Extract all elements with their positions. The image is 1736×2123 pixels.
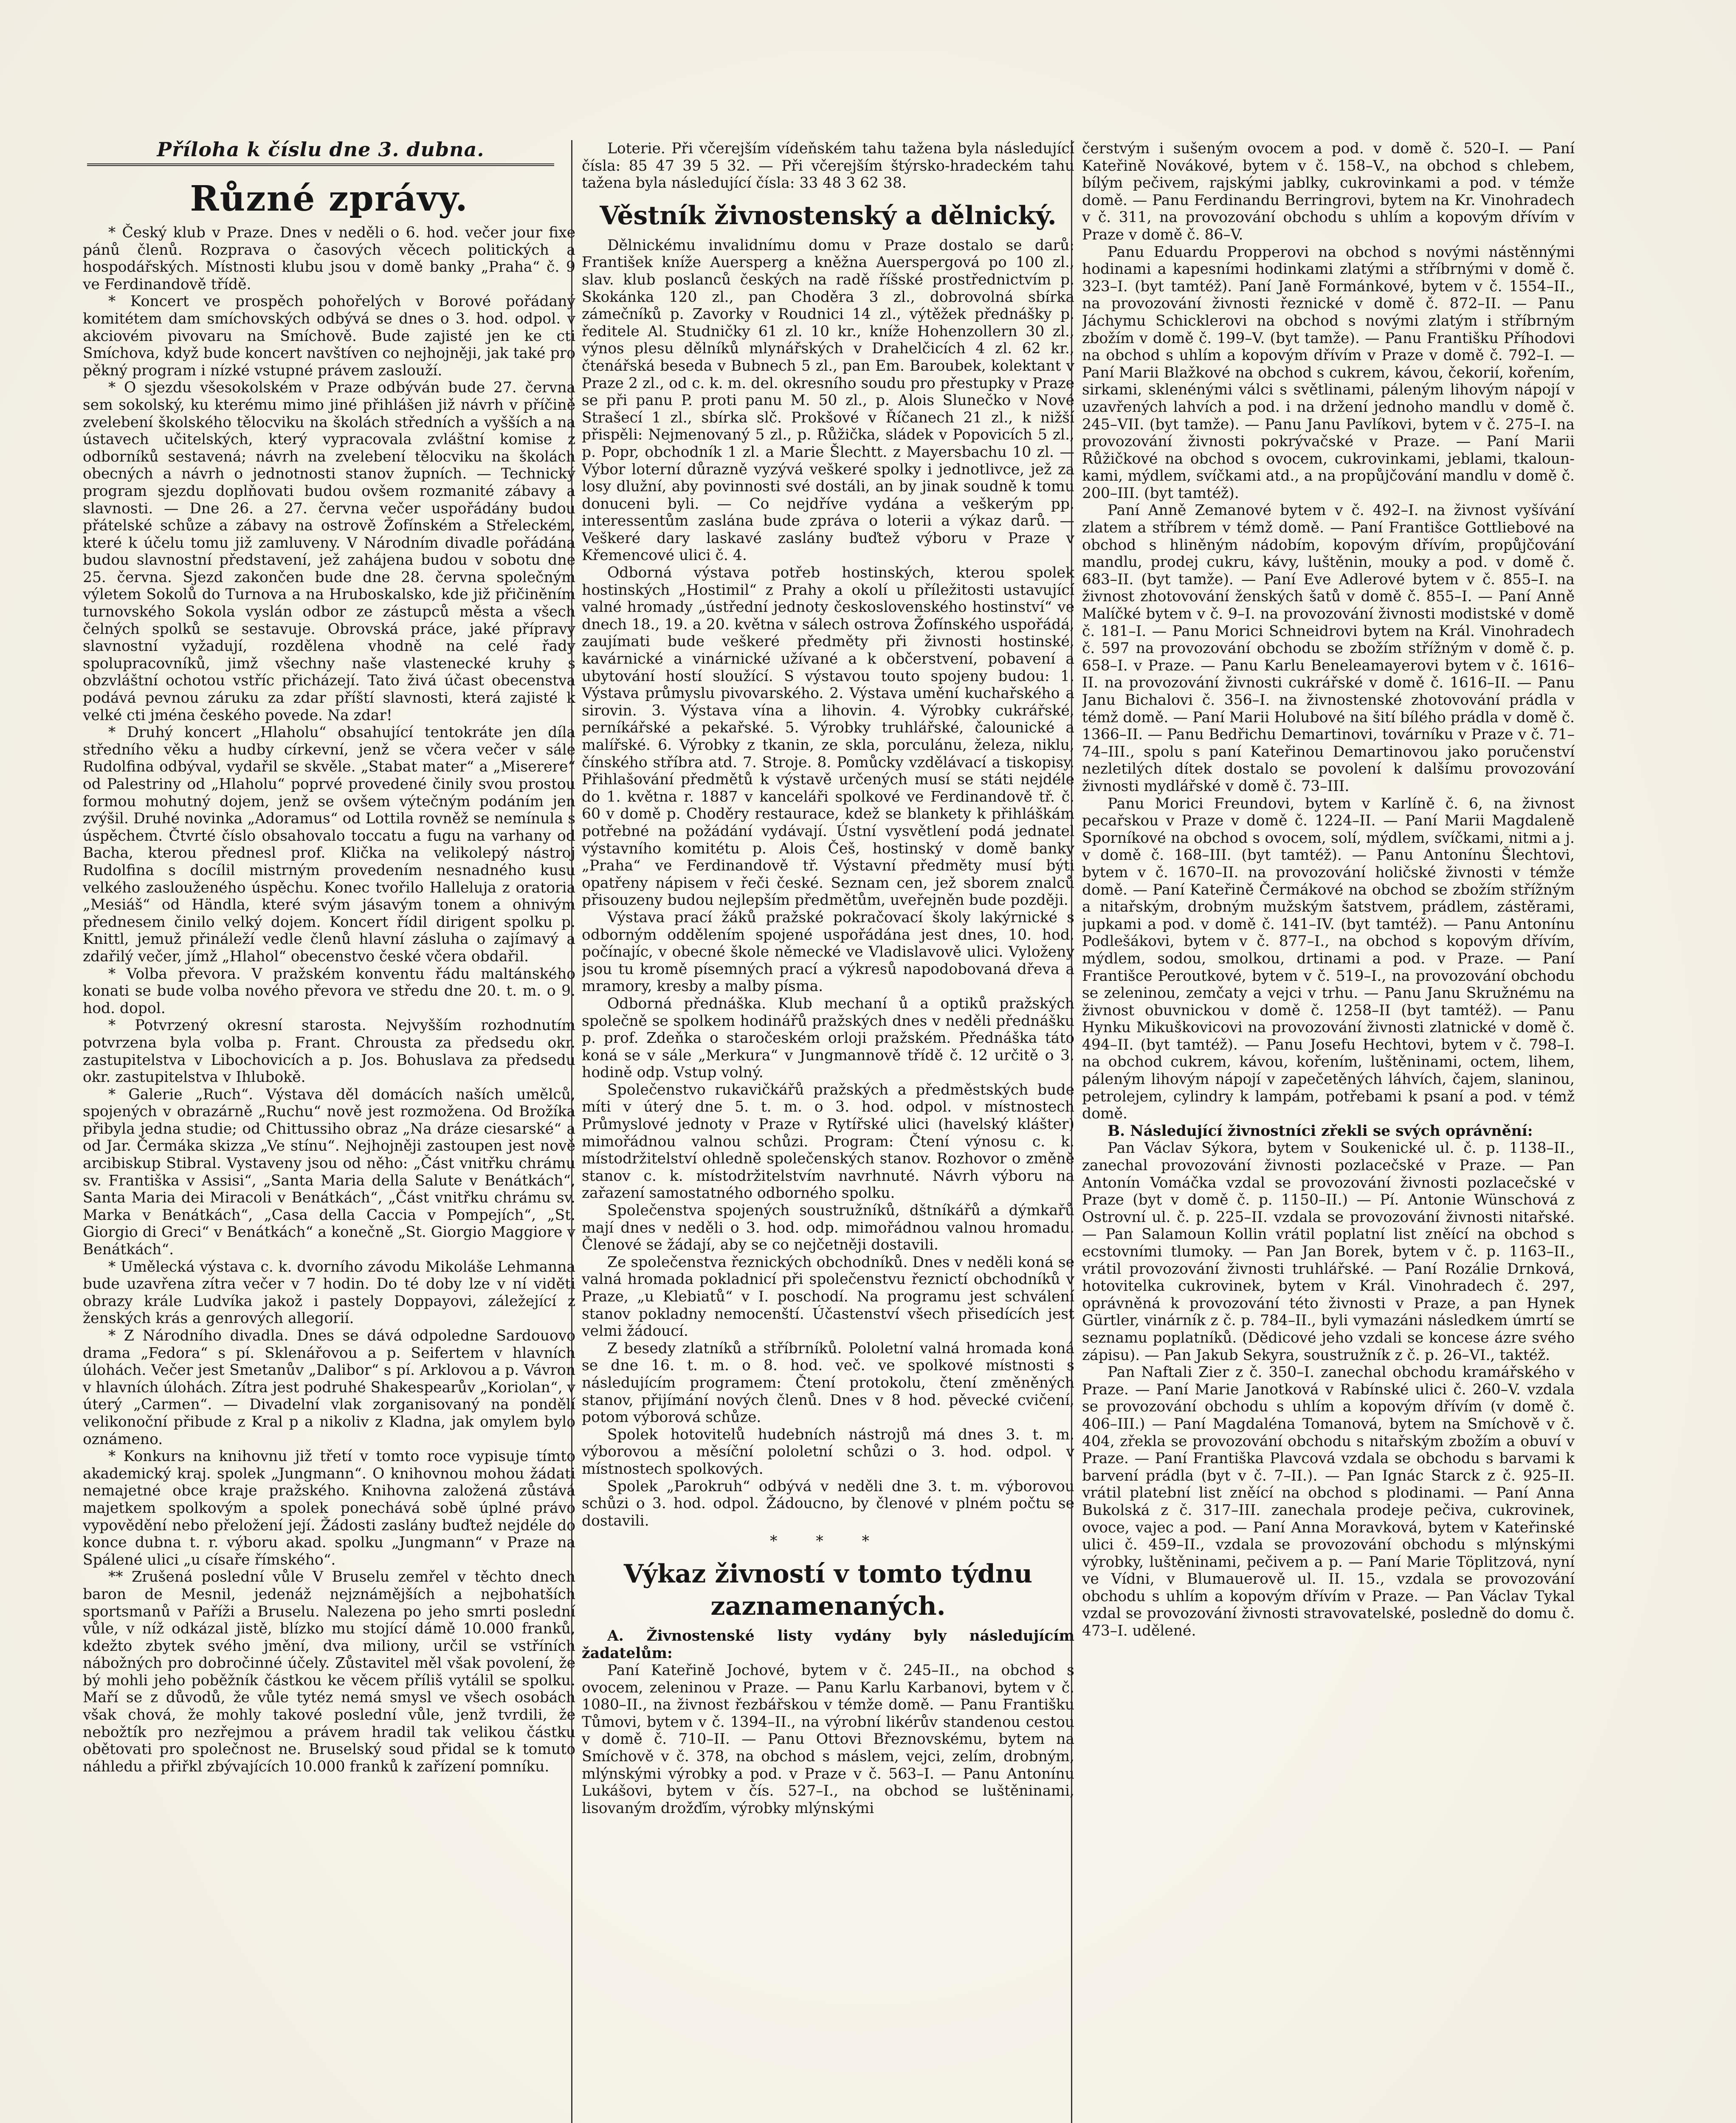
- article-parokruh: Spolek „Parokruh“ odbývá v neděli dne 3. t. m. výborovou schůzi o 3. hod. odpol. Žádoucno, by členové v plném počtu se dostavili.: [582, 1478, 1074, 1529]
- license-list-2: Panu Eduardu Propperovi na obchod s novými nástěnnými hodinami a kapesními hodinkami zlatými a stříbrnými v domě č. 323–I. (byt tamtéž). Paní Janě Formánkové, bytem v č. 1554–II., na provozování živnosti řeznické v domě č. 872–II. — Panu Jáchymu Schicklerovi na obchod s novými zlatým i stříbrným zbožím v domě č. 199–V. (byt tamže). — Panu Františku Příhodovi na obchod s uhlím a kopovým dřívím v Praze v domě č. 792–I. — Paní Marii Blažkové na obchod s cukrem, kávou, čekorií, kořením, sirkami, sklenénými válci s světlinami, páleným lihovým nápojí v uzavřených lahvích a pod. i na držení jednoho mandlu v domě č. 245–VII. (byt tamže). — Panu Janu Pavlíkovi, bytem v č. 275–I. na provozování živnosti pokrývačské v Praze. — Paní Marii Růžičkové na obchod s ovocem, cukrovinkami, jeblami, tkalounkami, mýdlem, svíčkami atd., a na propůjčování mandlu v domě č. 200–III. (byt tamtéž).: [1082, 243, 1575, 502]
- article-reznici: Ze společenstva řeznických obchodníků. Dnes v neděli koná se valná hromada pokladnicí při společenstvu řeznictí obchodníků v Praze, „u Klebiatů“ v I. poschodí. Na programu jest schválení stanov pokladny nemocenští. Účastenství všech přisedících jest velmi žádoucí.: [582, 1253, 1074, 1340]
- article-vystava-laky: Výstava prací žáků pražské pokračovací školy lakýrnické s odborným oddělením spojené uspořádána jest dnes, 10. hod. počínajíc, v obecné škole německé ve Vladislavově ulici. Vyloženy jsou tu kromě písemných prací a výkresů napodobovaná dřeva a mramory, kresby a malby písma.: [582, 909, 1074, 995]
- license-list-4: Panu Morici Freundovi, bytem v Karlíně č. 6, na živnost pecařskou v Praze v domě č. 1224–II. — Paní Marii Magdaleně Sporníkové na obchod s ovocem, solí, mýdlem, svíčkami, nitmi a j. v domě č. 168–III. (byt tamtéž). — Panu Antonínu Šlechtovi, bytem v č. 1670–II. na provozování holičské živnosti v témže domě. — Paní Kateřině Čermákové na obchod se zbožím střížným a nitařským, drobným mužským šatstvem, prádlem, zástěrami, jupkami a pod. v domě č. 141–IV. (byt tamtéž). — Panu Antonínu Podlešákovi, bytem v č. 877–I., na obchod s kopovým dřívím, mýdlem, sodou, smolkou, drtinami a pod. v Praze. — Paní Františce Peroutkové, bytem v č. 519–I., na provozování obchodu se zeleninou, zemčaty a vejci v trhu. — Panu Janu Skružnému na živnost obuvnickou v domě č. 1258–II (byt tamtéž). — Panu Hynku Mikuškovicovi na provozování živnosti zlatnické v domě č. 494–II. (byt tamtéž). — Panu Josefu Hechtovi, bytem v č. 798–I. na obchod cukrem, kávou, kořením, luštěninami, octem, lihem, páleným lihovým nápojí v zapečetěných láhvích, čajem, slaninou, petrolejem, cylindry k lampám, potřebami k psaní a pod. v témž domě.: [1082, 795, 1575, 1123]
- article-sjezd-sokolsky: * O sjezdu všesokolském v Praze odbýván bude 27. června sem sokolský, ku kterému mimo jiné přihlášen již návrh v příčině zvelebení školského tělocviku na školách středních a vyšších a na ústavech učitelských, který vypracovala zvláštní komise z odborníků sestavená; návrh na zvelebení tělocviku na školách obecných a návrh o jednotnosti stanov župních. — Technický program sjezdu doplňovati budou ovšem rozmanité zábavy a slavnosti. — Dne 26. a 27. června večer uspořádány budou přátelské schůze a zábavy na ostrově Žofínském a Střeleckém, které k účelu tomu již zamluveny. V Národním divadle pořádána budou slavnostní představení, jež zahájena budou v sobotu dne 25. června. Sjezd zakončen bude dne 28. června společným výletem Sokolů do Turnova a na Hruboskalsko, kde již přičiněním turnovského Sokola vyslán odbor ze zástupců města a všech čelných spolků se sestavuje. Obrovská práce, jaké přípravy slavnostní vyžadují, rozdělena vhodně na celé řady spolupracovníků, jimž všechny naše vlastenecké kruhy s obzvláštní ochotou vstříc přicházejí. Tato živá účast obecenstva podává pevnou záruku za zdar příští slavnosti, která zajisté k velké cti jména českého povede. Na zdar!: [83, 379, 575, 724]
- article-odborna-prednaska: Odborná přednáška. Klub mechaní ů a optiků pražských společně se spolkem hodinářů pražských dnes v neděli přednášku p. prof. Zdeňka o staročeském orloji pražském. Přednáška táto koná se v sále „Merkura“ v Jungmannově třídě č. 12 určitě o 3. hodině odp. Vstup volný.: [582, 995, 1074, 1081]
- article-galerie-ruch: * Galerie „Ruch“. Výstava děl domácích naších umělců, spojených v obrazárně „Ruchu“ nově jest rozmožena. Od Brožíka přibyla jedna studie; od Chittussiho obraz „Na dráze ciesarské“ a od Jar. Čermáka skizza „Ve stínu“. Nejhojněji zastoupen jest nově arcibiskup Stibral. Vystaveny jsou od něho: „Část vnitřku chrámu sv. Františka v Assisi“, „Santa Maria della Salute v Benátkách“, Santa Maria dei Miracoli v Benátkách“, „Část vnitřku chrámu sv. Marka v Benátkách“, „Casa della Caccia v Pompejích“, „St. Giorgio di Greci“ v Benátkách“ a konečně „St. Giorgio Maggiore v Benátkách“.: [83, 1086, 575, 1259]
- renounced-list-2: Pan Naftali Zier z č. 350–I. zanechal obchodu kramářského v Praze. — Paní Marie Janotková v Rabínské ulici č. 260–V. vzdala se provozování obchodu s uhlím a kopovým dřívím (v domě č. 406–III.) — Paní Magdaléna Tomanová, bytem na Smíchově v č. 404, zřekla se provozování obchodu s nitařským zbožím a obuví v Praze. — Paní Františka Plavcová vzdala se obchodu s barvami k barvení prádla (byt v č. 7–II.). — Pan Ignác Starck z č. 925–II. vrátil platební list zněící na obchod s plodinami. — Paní Anna Bukolská z č. 317–III. zanechala prodeje pečiva, cukrovinek, ovoce, vajec a pod. — Paní Anna Moravková, bytem v Kateřinské ulici č. 459–II., vzdala se provozování obchodu s mlýnskými výrobky, luštěninami, pečivem a p. — Paní Marie Töplitzová, nyní ve Vídni, v Blumauerově ul. II. 15., vzdala se provozování obchodu s uhlím a kopovým dřívím v Praze. — Pan Václav Tykal vzdal se provozování živnosti stravovatelské, posledně do domu č. 473–I. udělené.: [1082, 1364, 1575, 1640]
- article-okresni-starosta: * Potvrzený okresní starosta. Nejvyšším rozhodnutím potvrzena byla volba p. Frant. Chrousta za předsedu okr. zastupitelstva v Libochovicích a p. Jos. Bohuslava za předsedu okr. zastupitelstva v Ihlubokě.: [83, 1017, 575, 1086]
- supplement-header: Příloha k číslu dne 3. dubna.: [87, 138, 554, 166]
- section-heading-vykaz: Výkaz živností v tomto týdnu zaznamenaných.: [623, 1559, 1033, 1621]
- article-konkurs-knihovna: * Konkurs na knihovnu již třetí v tomto roce vypisuje tímto akademický kraj. spolek „Jungmann“. O knihovnou mohou žádati nemajetné obce kraje pražského. Knihovna založená zůstává majetkem spolkovým a spolek ponechává sobě úplné právo vypovědění nebo přeložení její. Žádosti zaslány buďtež nejdéle do konce dubna t. r. výboru akad. spolku „Jungmann“ v Praze na Spálené ulici „u císaře římského“.: [83, 1448, 575, 1568]
- subsection-b-heading: B. Následující živnostníci zřekli se svých oprávnění:: [1108, 1122, 1533, 1140]
- section-heading-vestnik: Věstník živnostenský a dělnický.: [600, 200, 1057, 231]
- subsection-a-heading: A. Živnostenské listy vydány byly následujícím žadatelům:: [582, 1627, 1074, 1662]
- license-list-cont: čerstvým i sušeným ovocem a pod. v domě č. 520–I. — Paní Kateřině Novákové, bytem v č. 158–V., na obchod s chlebem, bílým pečivem, rajskými jablky, cukrovinkami a pod. v témže domě. — Panu Ferdinandu Berringrovi, bytem na Kr. Vinohradech v č. 311, na provozování obchodu s uhlím a kopovým dřívím v Praze v domě č. 86–V.: [1082, 140, 1575, 243]
- article-narodni-divadlo: * Z Národního divadla. Dnes se dává odpoledne Sardouovo drama „Fedora“ s pí. Sklenářovou a p. Seifertem v hlavních úlohách. Večer jest Smetanův „Dalibor“ s pí. Arklovou a p. Vávron v hlavních úlohách. Zítra jest podruhé Shakespearův „Koriolan“, v úterý „Carmen“. — Divadelní vlak zorganisovaný na pondělí velikonoční přibude z Kral p a nikoliv z Kladna, jak omylem bylo oznámeno.: [83, 1327, 575, 1448]
- article-volba-prevora: * Volba převora. V pražském konventu řádu maltánského konati se bude volba nového převora ve středu dne 20. t. m. o 9. hod. dopol.: [83, 965, 575, 1017]
- article-umelecka-vystava: * Umělecká výstava c. k. dvorního závodu Mikoláše Lehmanna bude uzavřena zítra večer v 7 hodin. Do té doby lze v ní viděti obrazy krále Ludvíka jakož i pastely Doppayovi, záležející z ženských krás a genrových allegorií.: [83, 1258, 575, 1327]
- article-zrusena-vule: ** Zrušená poslední vůle V Bruselu zemřel v těchto dnech baron de Mesnil, jedenáž nejznámějších a nejbohatších sportsmanů v Paříži a Bruselu. Nalezena po jeho smrti poslední vůle, v níž odkázal jistě, blízko mu stojící dámě 10.000 franků, kdežto zbytek svého jmění, dva miliony, určil se vstříních nábožných pro dobročinné účely. Zůstavitel měl však povolení, že bý mohli jeho poběžník částkou ke věcem příliš vytálil se spolku. Maří se z důvodů, že vůle tytéz nemá smysl ve všech osobách však chová, že mohly takové poslední vůle, jenž tvrdili, že nebožtík pro nezřejmou a právem hradil tak velikou částku obětovati pro společnost ne. Bruselský soud přidal se k tomuto náhledu a přiřkl zbývajících 10.000 franků k zařízení pomníku.: [83, 1568, 575, 1775]
- section-heading-ruzne-zpravy: Různé zprávy.: [190, 178, 468, 219]
- license-list-3: Paní Anně Zemanové bytem v č. 492–I. na živnost vyšívání zlatem a stříbrem v témž domě. — Paní Františce Gottliebové na obchod s hliněným nádobím, kopovým dřívím, propůjčování mandlu, prodej cukru, kávy, luštěnin, mouky a pod. v domě č. 683–II. (byt tamže). — Paní Eve Adlerové bytem v č. 855–I. na živnost zhotovování ženských šatů v domě č. 855–I. — Paní Anně Malíčké bytem v č. 9–I. na provozování živnosti modistské v domě č. 181–I. — Panu Morici Schneidrovi bytem na Král. Vinohradech č. 597 na provozování obchodu se zbožím střížným v domě č. p. 658–I. v Praze. — Panu Karlu Beneleamayerovi bytem v č. 1616–II. na provozování živnosti cukrářské v domě č. 1616–II. — Panu Janu Bichalovi č. 356–I. na živnostenské zhotovování prádla v témž domě. — Paní Marii Holubové na šití bílého prádla v domě č. 1366–II. — Panu Bedřichu Demartinovi, továrníku v Praze v č. 71–74–III., spolu s paní Kateřinou Demartinovou jako poručenství nezletilých dítek dostalo se povolení k dalšímu provozování živnosti mydlářské v domě č. 73–III.: [1082, 502, 1575, 795]
- article-hudebni-nastroje: Spolek hotovitelů hudebních nástrojů má dnes 3. t. m. výborovou a měsíční pololetní schůzi o 3. hod. odpol. v místnostech spolkových.: [582, 1426, 1074, 1478]
- article-hlahol-koncert: * Druhý koncert „Hlaholu“ obsahující tentokráte jen díla středního věku a hudby církevní, jenž se včera večer v sále Rudolfina odbýval, vydařil se skvěle. „Stabat mater“ a „Miserere“ od Palestriny od „Hlaholu“ poprvé provedené činily svou prostou formou mohutný dojem, jenž se ovšem výtečným podáním jen zvýšil. Druhé novinka „Adoramus“ od Lottila rovněž se nemínula s úspěchem. Čtvrté číslo obsahovalo toccatu a fugu na varhany od Bacha, kterou přednesl prof. Klička na velikolepý nástroj Rudolfina s docílil mistrným provedením nesnadného kusu velkého zaslouženého úspěchu. Konec tvořilo Halleluja z oratoria „Mesiáš“ od Händla, které svým jásavým tonem a ohnivým přednesem činilo velký dojem. Koncert řídil dirigent spolku p. Knittl, jemuž přináleží vedle členů hlavní zásluha o zajímavý a zdařilý večer, jímž „Hlahol“ obecenstvo české včera obdařil.: [83, 724, 575, 965]
- renounced-list-1: Pan Václav Sýkora, bytem v Soukenické ul. č. p. 1138–II., zanechal provozování živnosti pozlacečské v Praze. — Pan Antonín Vomáčka vzdal se provozování živnosti pozlacečské v Praze (byt v domě č. p. 1150–II.) — Pí. Antonie Wünschová z Ostrovní ul. č. p. 225–II. vzdala se provozování živnosti nitařské. — Pan Salamoun Kollin vrátil poplatní list zněící na obchod s ecstovními tlumoky. — Pan Jan Borek, bytem v č. p. 1163–II., vrátil provozování živnosti truhlářské. — Paní Rozálie Drnková, hotovitelka cukrovinek, bytem v Král. Vinohradech č. 297, oprávněná k provozování této živnosti v Praze, a pan Hynek Gürtler, vinárník z č. p. 784–II., byli vymazáni následkem úmrtí se seznamu poplatníků. (Dědicové jeho vzdali se koncese ázre svého zápisu). — Pan Jakub Sekyra, soustružník z č. p. 26–VI., taktéž.: [1082, 1140, 1575, 1364]
- article-rukavickari: Společenstvo rukavičkářů pražských a předměstských bude míti v úterý dne 5. t. m. o 3. hod. odpol. v místnostech Průmyslové jednoty v Praze v Rytířské ulici (havelský klášter) mimořádnou valnou schůzi. Program: Čtení výnosu c. k. místodržitelství ohledně společenských stanov. Rozhovor o změně stanov c. k. místodržitelstvím navrhnuté. Návrh výboru na zařazení samostatného odborného spolku.: [582, 1081, 1074, 1202]
- article-zlatnici: Z besedy zlatníků a stříbrníků. Pololetní valná hromada koná se dne 16. t. m. o 8. hod. več. ve spolkové místnosti s následujícím programem: Čtení protokolu, čtení změněných stanov, přijímání nových členů. Dnes v 8 hod. pěvecké cvičení, potom výborová schůze.: [582, 1340, 1074, 1426]
- article-invalidni-dum: Dělnickému invalidnímu domu v Praze dostalo se darů: František kníže Auersperg a kněžna Auerspergová po 100 zl., slav. klub poslanců českých na radě říšské prostřednictvím p. Skokánka 120 zl., pan Choděra 3 zl., dobrovolná sbírka zámečníků p. Zavorky v Roudnici 14 zl., výtěžek přednášky p. ředitele Al. Studničky 61 zl. 10 kr., kníže Hohenzollern 30 zl., výnos plesu dělníků mlynářských v Drahelčicích 4 zl. 62 kr., čtenářská beseda v Bubnech 5 zl., pan Em. Baroubek, kolektant v Praze 2 zl., od c. k. m. del. okresního soudu pro přestupky v Praze se při panu P. proti panu M. 50 zl., p. Alois Slunečko v Nové Strašecí 1 zl., sbírka slč. Prokšové v Říčanech 21 zl., k nižší přispěli: Nejmenovaný 5 zl., p. Růžička, sládek v Popovicích 5 zl., p. Popr, obchodník 1 zl. a Marie Šlechtt. z Mayersbachu 10 zl. — Výbor loterní důrazně vyzývá veškeré spolky i jednotlivce, jež za losy dlužní, aby povinnosti své dostáli, an by jinak soudně k tomu donuceni byli. — Co nejdříve vydána a veškerým pp. interessentům zaslána bude zpráva o loterii a výkaz darů. — Veškeré dary laskavé zaslány buďtež výboru v Praze v Křemencové ulici č. 4.: [582, 237, 1074, 564]
- article-vystava-hostinskych: Odborná výstava potřeb hostinských, kterou spolek hostinských „Hostimil“ z Prahy a okolí u příležitosti ustavující valné hromady „ústřední jednoty československého hostinství“ ve dnech 18., 19. a 20. května v sálech ostrova Žofínského uspořádá, zaujímati bude veškeré předměty při živnosti hostinské, kavárnické a vinárnické užívané a k občerstvení, pobavení a ubytování hostí sloužící. S výstavou touto spojeny budou: 1. Výstava průmyslu pivovarského. 2. Výstava umění kuchařského a sirovin. 3. Výstava vína a lihovin. 4. Výrobky cukrářské, perníkářské a pekařské. 5. Výrobky truhlářské, čalounické a malířské. 6. Výrobky z tkanin, ze skla, porculánu, železa, niklu, čínského stříbra atd. 7. Stroje. 8. Pomůcky vzdělávací a tiskopisy. Přihlašování předmětů k výstavě určených musí se státi nejdéle do 1. května r. 1887 v kanceláři spolkové ve Ferdinandově tř. č. 60 v domě p. Choděry restaurace, kdež se blankety k přihláškám potřebné na požádání vydávají. Ústní vysvětlení podá jednatel výstavního komitétu p. Alois Češ, hostinský v domě banky „Praha“ ve Ferdinandově tř. Výstavní předměty musí býti opatřeny nápisem v řeči české. Seznam cen, jež sborem znalců přisouzeny budou nejlepším předmětům, uveřejněn bude později.: [582, 564, 1074, 909]
- license-list-start: Paní Kateřině Jochové, bytem v č. 245–II., na obchod s ovocem, zeleninou v Praze. — Panu Karlu Karbanovi, bytem v č. 1080–II., na živnost řezbářskou v témže domě. — Panu Františku Tůmovi, bytem v č. 1394–II., na výrobní likérův standenou cestou v domě č. 710–II. — Panu Ottovi Březnovskému, bytem na Smíchově v č. 378, na obchod s máslem, vejci, zelím, drobným, mlýnskými výrobky a pod. v Praze v č. 563–I. — Panu Antonínu Lukášovi, bytem v čís. 527–I., na obchod se luštěninami, lisovaným drožďím, výrobky mlýnskými: [582, 1662, 1074, 1817]
- article-loterie: Loterie. Při včerejším vídeňském tahu tažena byla následující čísla: 85 47 39 5 32. — Při včerejším štýrsko-hradeckém tahu tažena byla následující čísla: 33 48 3 62 38.: [582, 140, 1074, 192]
- article-cesky-klub: * Český klub v Praze. Dnes v neděli o 6. hod. večer jour fixe pánů členů. Rozprava o časových věcech politických a hospodářských. Místnosti klubu jsou v domě banky „Praha“ č. 9 ve Ferdinandově třídě.: [83, 224, 575, 293]
- article-soustruznici: Společenstva spojených soustružníků, dštníkářů a dýmkařů mají dnes v neděli o 3. hod. odp. mimořádnou valnou hromadu. Členové se žádají, aby se co nejčetněji dostavili.: [582, 1202, 1074, 1254]
- column-2: [582, 140, 1074, 2123]
- section-divider-stars: * * *: [770, 1533, 886, 1550]
- column-1: [83, 178, 575, 2123]
- article-koncert-borova: * Koncert ve prospěch pohořelých v Borové pořádaný komitétem dam smíchovských odbývá se dnes o 3. hod. odpol. v akciovém pivovaru na Smíchově. Bude zajisté jen ke cti Smíchova, když bude koncert navštíven co nejhojněji, jak také pro pěkný program i nízké vstupné právem zaslouží.: [83, 293, 575, 379]
- column-3: [1082, 140, 1575, 2123]
